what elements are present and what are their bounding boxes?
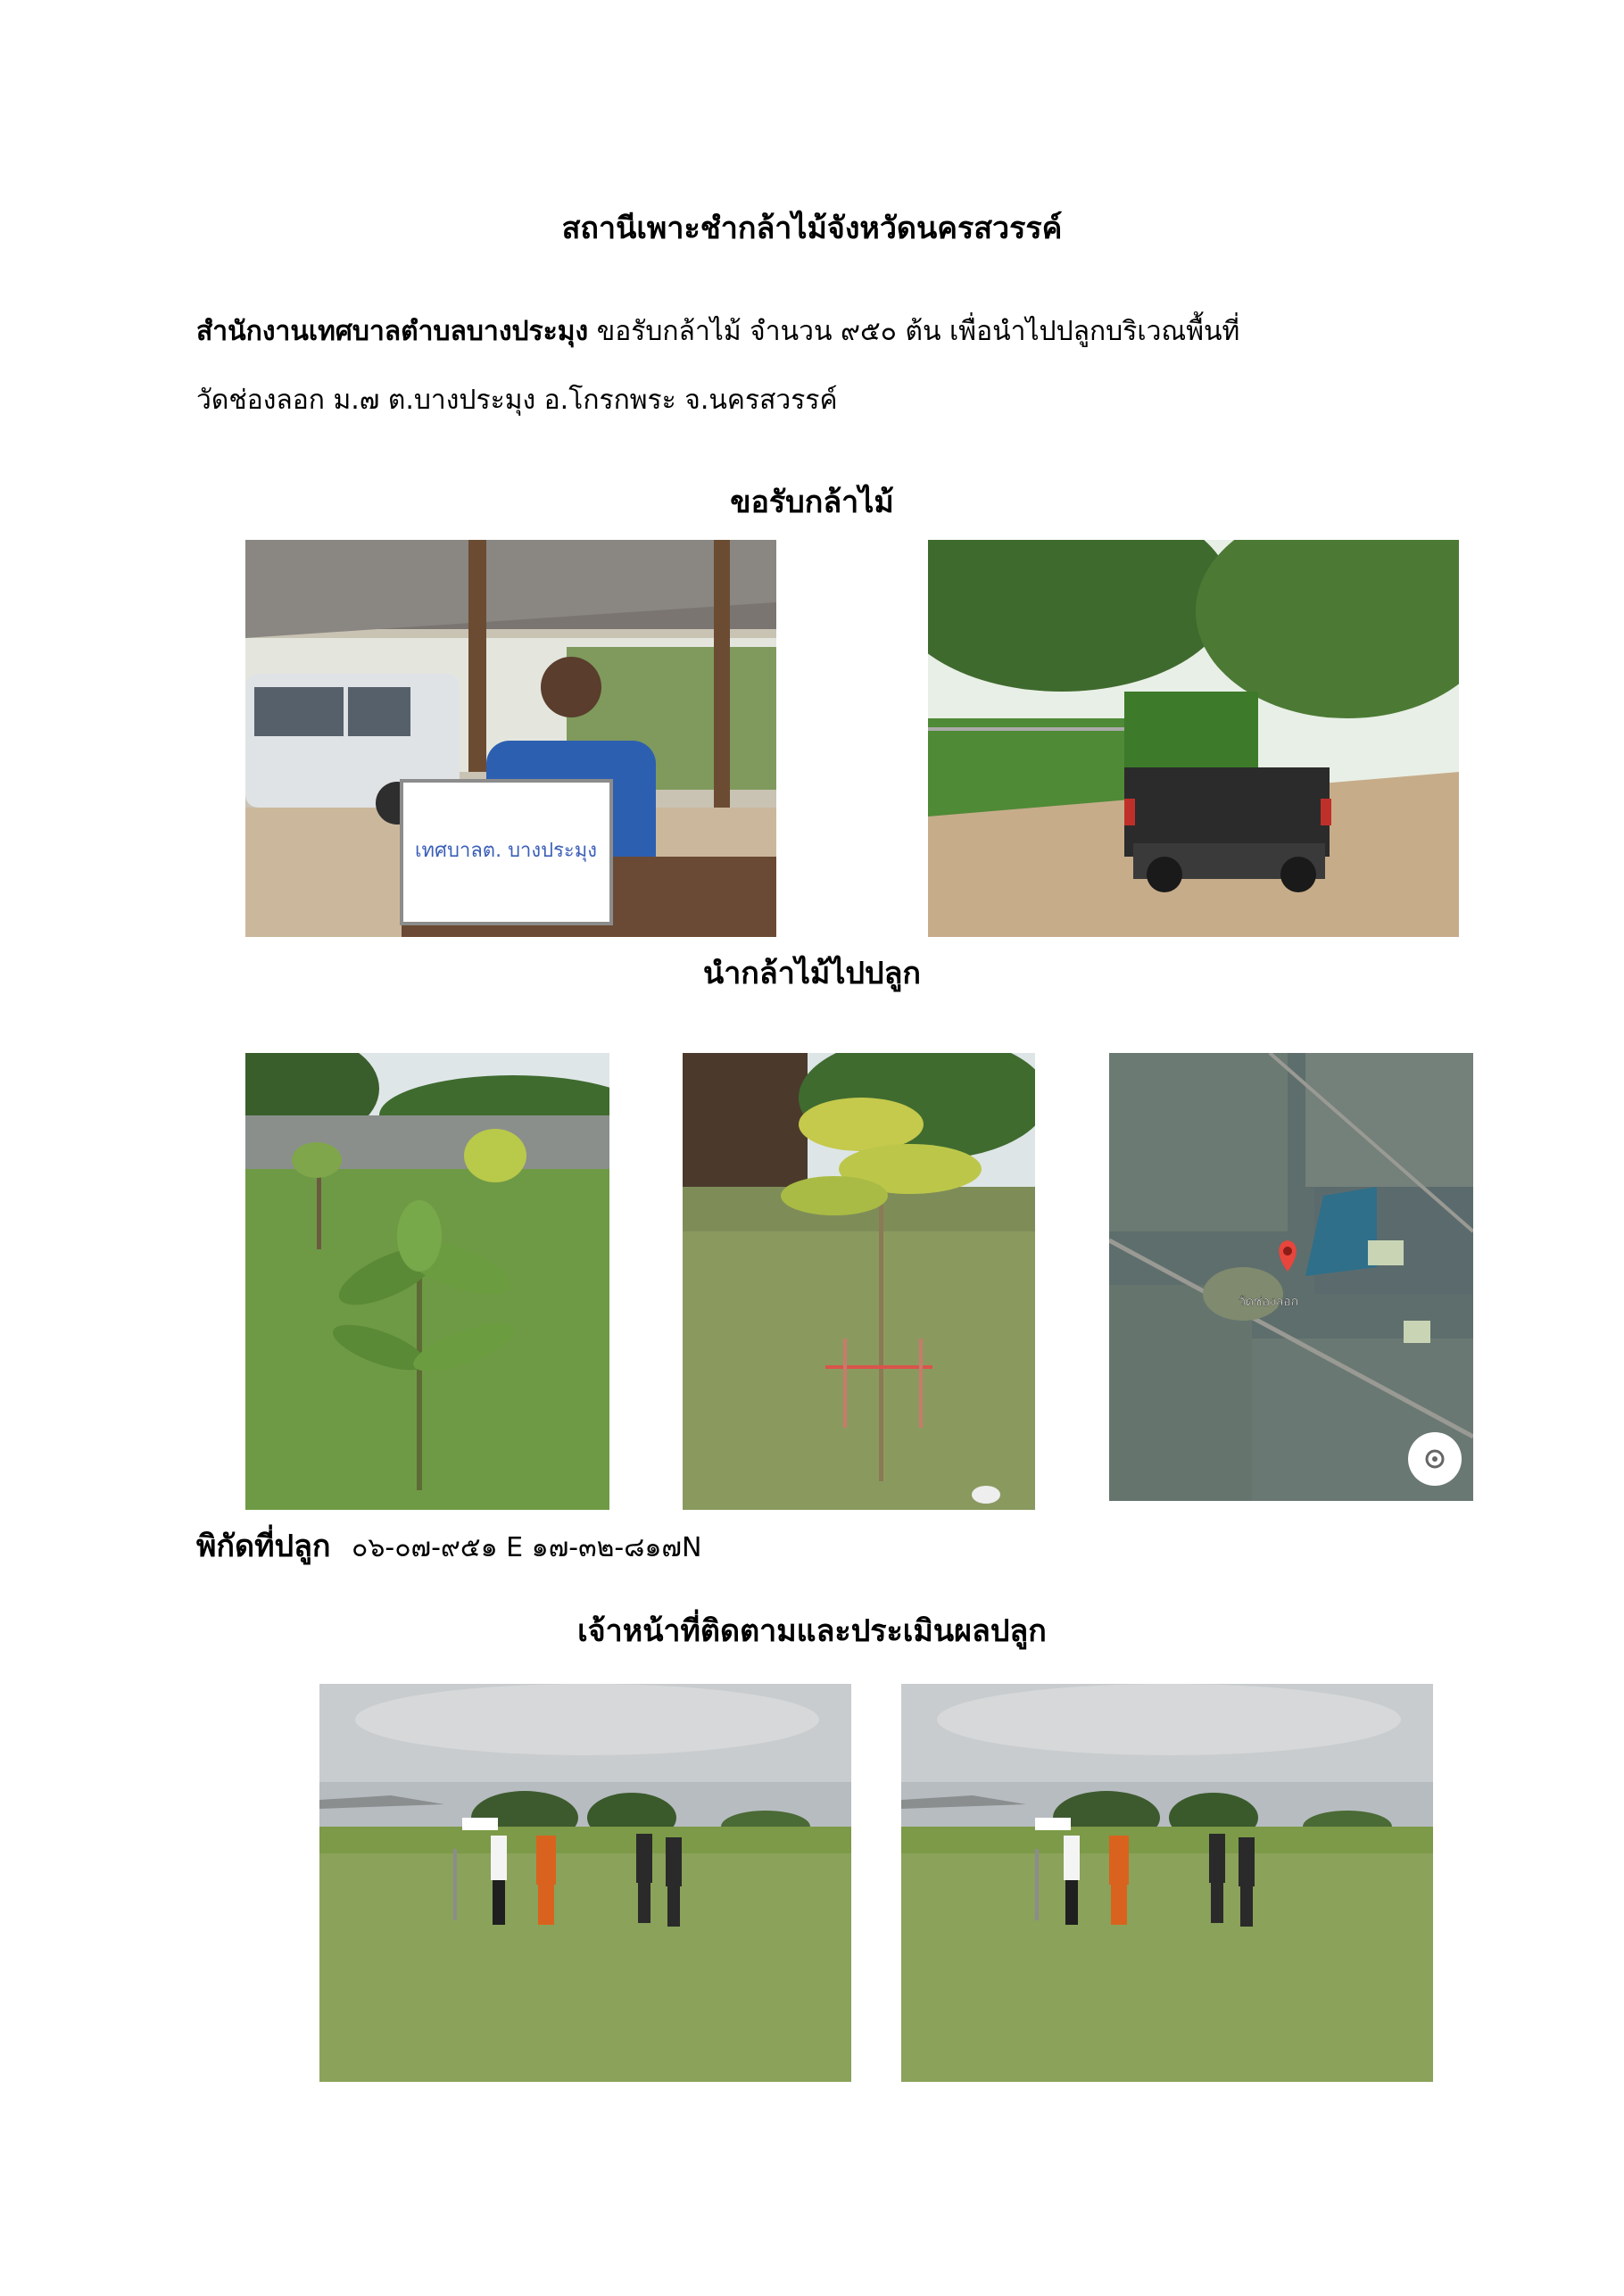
sign-text: เทศบาลต. บางประมุง [415,840,597,862]
map-label: วัดช่องลอก [1239,1295,1299,1309]
satellite-map [1109,1053,1473,1501]
coordinates-label: พิกัดที่ปลูก [196,1529,331,1564]
photo-planted-tree-2 [683,1053,1035,1510]
photo-planted-tree-1 [245,1053,609,1510]
photo-receive-seedlings-man [245,540,776,937]
section-heading-plant: นำกล้าไม้ไปปลูก [702,956,922,991]
intro-line-2: วัดช่องลอก ม.๗ ต.บางประมุง อ.โกรกพระ จ.นครสวรรค์ [196,385,838,416]
intro-line-1 [196,311,1239,352]
organization-name: สำนักงานเทศบาลตำบลบางประมุง [196,316,589,347]
coordinates-value: ๐๖-๐๗-๙๕๑ E ๑๗-๓๒-๘๑๗N [352,1532,702,1563]
section-heading-monitor: เจ้าหน้าที่ติดตามและประเมินผลปลูก [577,1613,1047,1649]
photo-monitoring-1 [319,1684,851,2082]
photo-monitoring-2 [901,1684,1433,2082]
section-heading-receive: ขอรับกล้าไม้ [730,485,894,520]
intro-request-text: ขอรับกล้าไม้ จำนวน ๙๕๐ ต้น เพื่อนำไปปลูกบริเวณพื้นที่ [588,316,1240,347]
coordinates-line [196,1521,701,1570]
photo-receive-seedlings-truck [928,540,1459,937]
page-title: สถานีเพาะชำกล้าไม้จังหวัดนครสวรรค์ [561,211,1063,246]
